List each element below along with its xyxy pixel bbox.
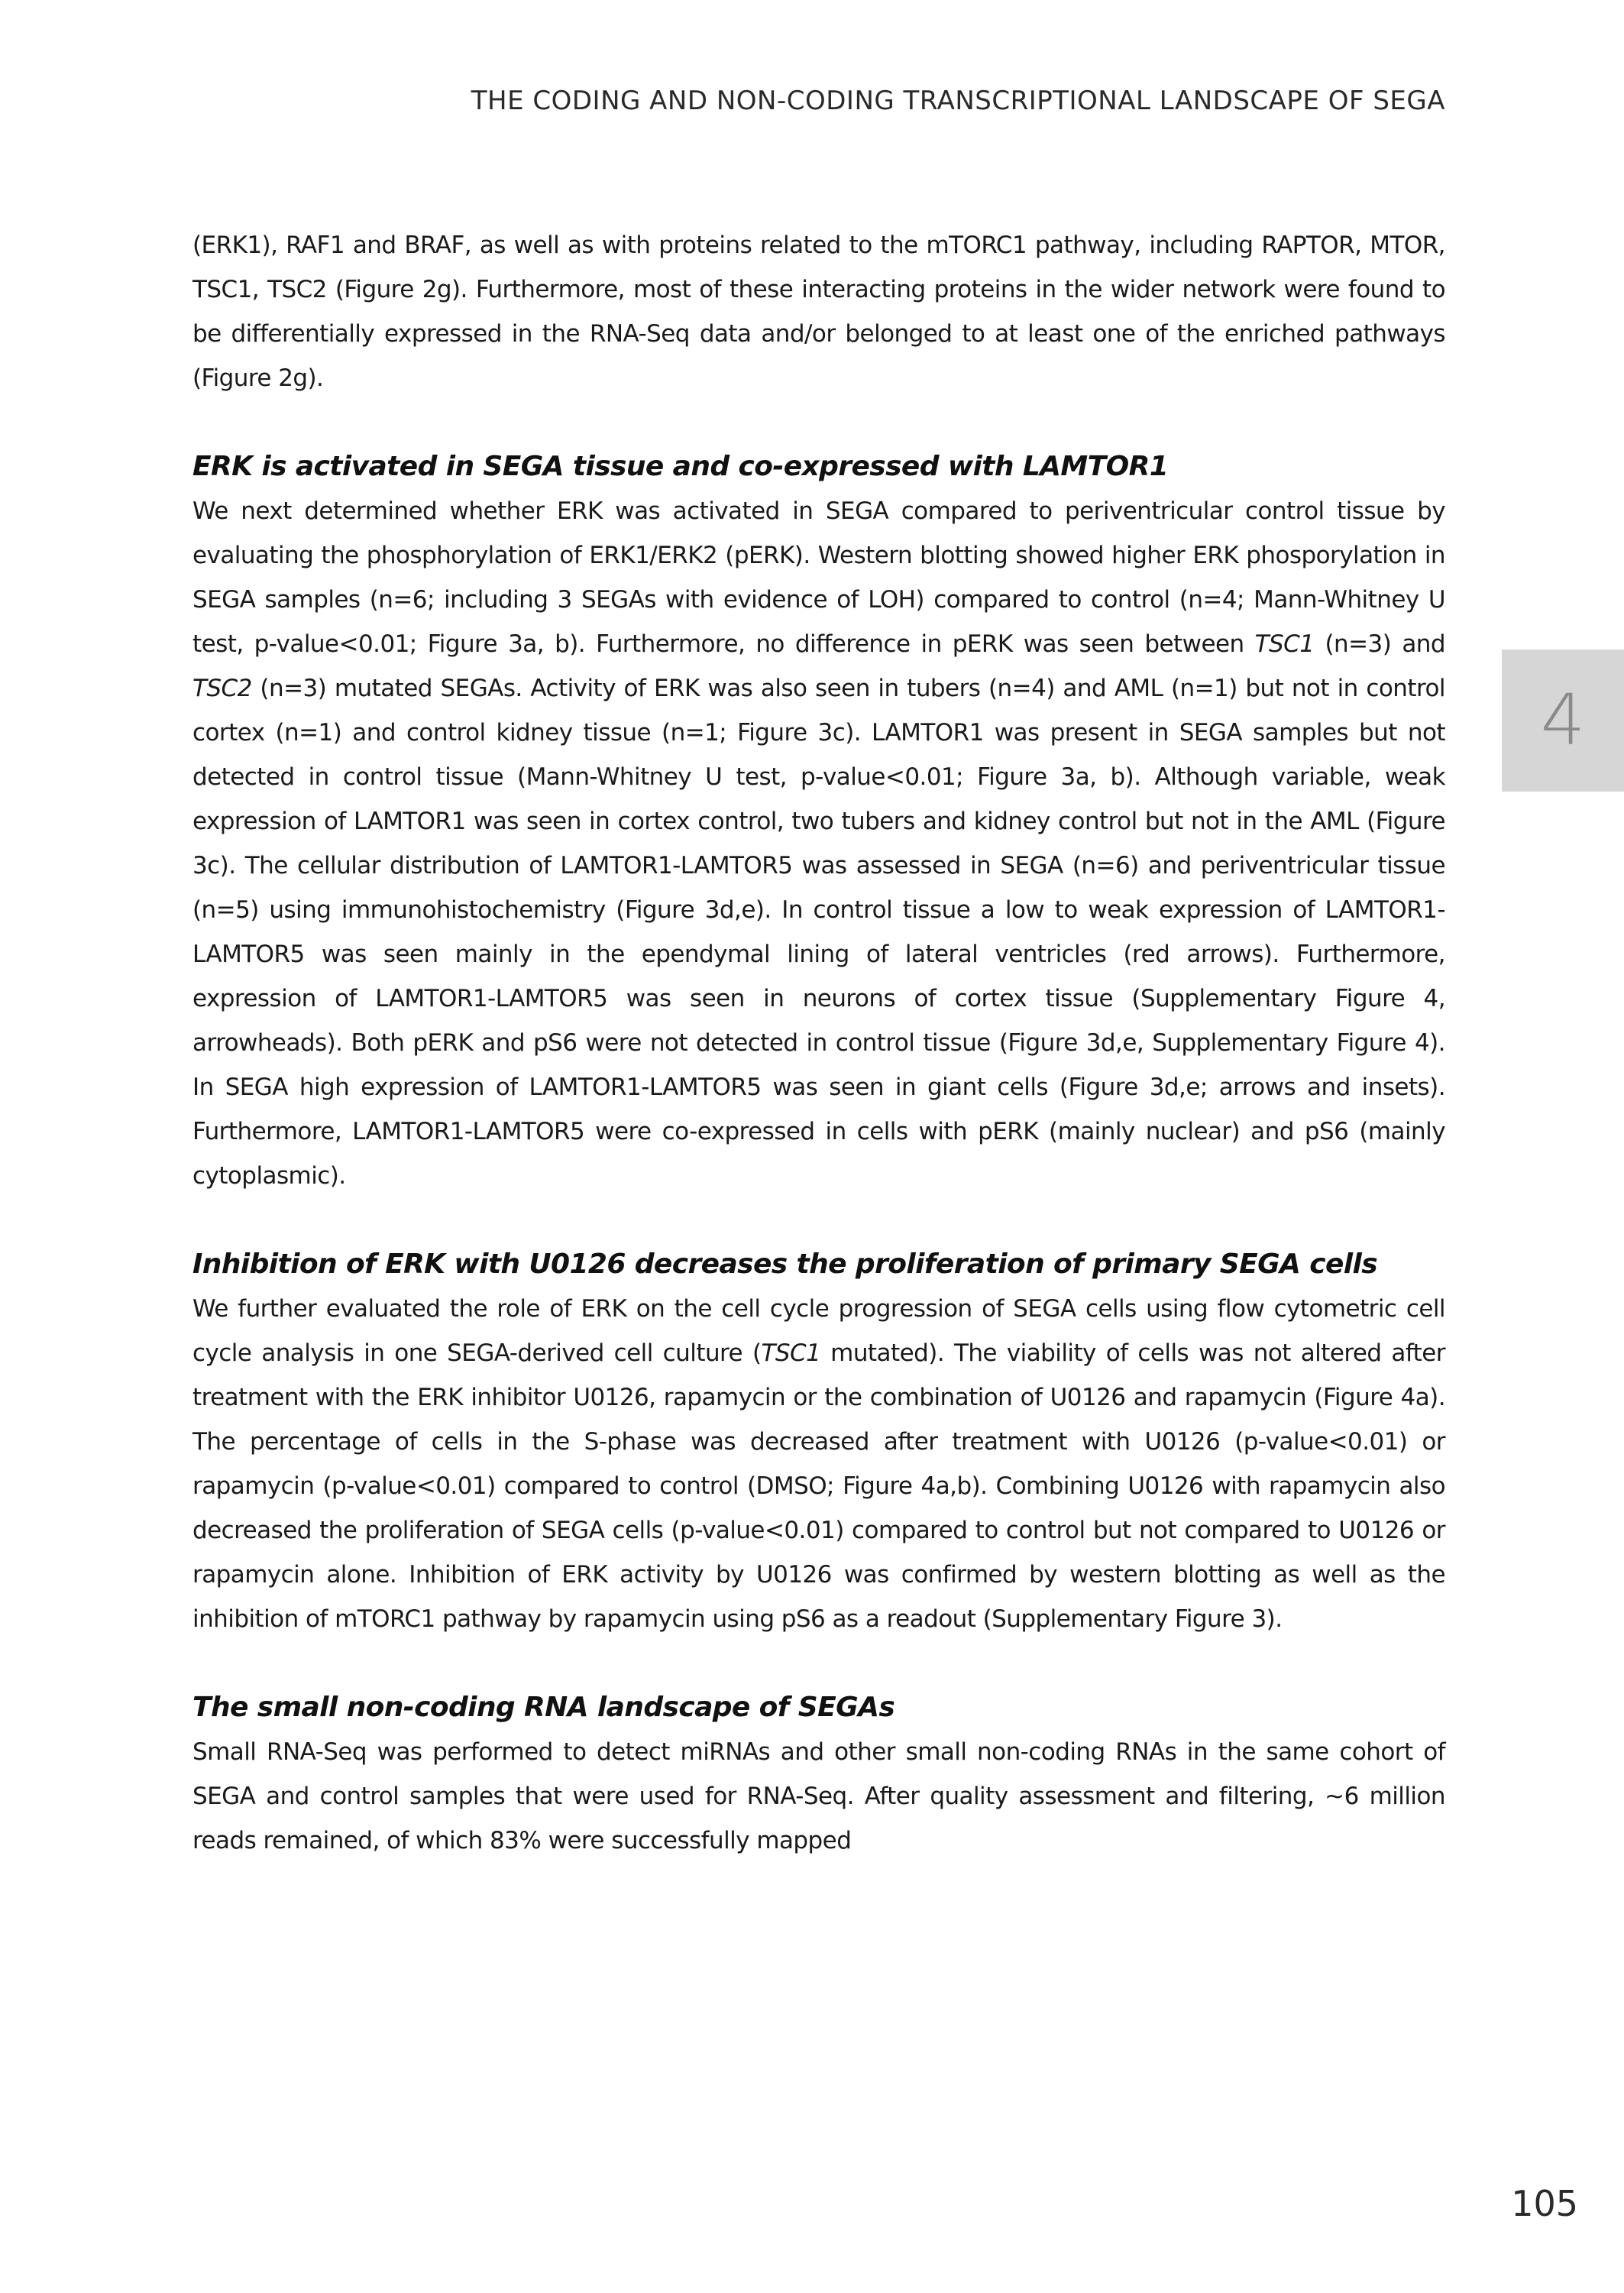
text-run: mutated). The viability of cells was not altered after treatment with the ERK inhibitor U0126, rapamycin or the combination of U0126 and rapamycin (Figure 4a). The percentage of cells in the S-phase was decreased after treatment with U0126 (p-value<0.01) or rapamycin (p-value<0.01) compared to control (DMSO; Figure 4a,b). Combining U0126 with rapamycin also decreased the proliferation of SEGA cells (p-value<0.01) compared to control but not compared to U0126 or rapamycin alone. Inhibition of ERK activity by U0126 was confirmed by western blotting as well as the inhibition of mTORC1 pathway by rapamycin using pS6 as a readout (Supplementary Figure 3). [192, 1339, 1445, 1633]
section-erk-activation [192, 445, 1445, 1198]
text-run: We next determined whether ERK was activated in SEGA compared to periventricular control tissue by evaluating the phosphorylation of ERK1/ERK2 (pERK). Western blotting showed higher ERK phosporylation in SEGA samples (n=6; including 3 SEGAs with evidence of LOH) compared to control (n=4; Mann-Whitney U test, p-value<0.01; Figure 3a, b). Furthermore, no difference in pERK was seen between [192, 497, 1445, 658]
text-run: Small RNA-Seq was performed to detect miRNAs and other small non-coding RNAs in the same cohort of SEGA and control samples that were used for RNA-Seq. After quality assessment and filtering, ~6 million reads remained, of which 83% were successfully mapped [192, 1738, 1445, 1854]
gene-name: TSC2 [192, 675, 252, 702]
section-paragraph [192, 489, 1445, 1198]
chapter-number: 4 [1540, 679, 1586, 761]
section-erk-inhibition [192, 1242, 1445, 1641]
gene-name: TSC1 [1254, 630, 1315, 658]
page-number: 105 [1511, 2183, 1578, 2224]
text-run: (n=3) and [1314, 630, 1445, 658]
running-header: THE CODING AND NON-CODING TRANSCRIPTIONAL LANDSCAPE OF SEGA [471, 86, 1445, 116]
chapter-tab [1502, 649, 1624, 792]
text-run: We further evaluated the role of ERK on the cell cycle progression of SEGA cells using flow cytometric cell cycle analysis in one SEGA-derived cell culture ( [192, 1295, 1445, 1367]
text-run: (n=3) mutated SEGAs. Activity of ERK was also seen in tubers (n=4) and AML (n=1) but not in control cortex (n=1) and control kidney tissue (n=1; Figure 3c). LAMTOR1 was present in SEGA samples but not detected in control tissue (Mann-Whitney U test, p-value<0.01; Figure 3a, b). Although variable, weak expression of LAMTOR1 was seen in cortex control, two tubers and kidney control but not in the AML (Figure 3c). The cellular distribution of LAMTOR1-LAMTOR5 was assessed in SEGA (n=6) and periventricular tissue (n=5) using immunohistochemistry (Figure 3d,e). In control tissue a low to weak expression of LAMTOR1-LAMTOR5 was seen mainly in the ependymal lining of lateral ventricles (red arrows). Furthermore, expression of LAMTOR1-LAMTOR5 was seen in neurons of cortex tissue (Supplementary Figure 4, arrowheads). Both pERK and pS6 were not detected in control tissue (Figure 3d,e, Supplementary Figure 4). In SEGA high expression of LAMTOR1-LAMTOR5 was seen in giant cells (Figure 3d,e; arrows and insets). Furthermore, LAMTOR1-LAMTOR5 were co-expressed in cells with pERK (mainly nuclear) and pS6 (mainly cytoplasmic). [192, 675, 1445, 1190]
section-paragraph [192, 1730, 1445, 1863]
section-heading: Inhibition of ERK with U0126 decreases the proliferation of primary SEGA cells [192, 1249, 1378, 1280]
gene-name: TSC1 [761, 1339, 821, 1367]
section-heading: ERK is activated in SEGA tissue and co-expressed with LAMTOR1 [192, 451, 1169, 482]
section-small-rna [192, 1686, 1445, 1863]
intro-paragraph: (ERK1), RAF1 and BRAF, as well as with proteins related to the mTORC1 pathway, including RAPTOR, MTOR, TSC1, TSC2 (Figure 2g). Furthermore, most of these interacting proteins in the wider network were found to be differentially expressed in the RNA-Seq data and/or belonged to at least one of the enriched pathways (Figure 2g). [192, 232, 1445, 392]
body-text [192, 223, 1445, 1863]
section-heading: The small non-coding RNA landscape of SEGAs [192, 1692, 895, 1723]
section-paragraph [192, 1287, 1445, 1641]
